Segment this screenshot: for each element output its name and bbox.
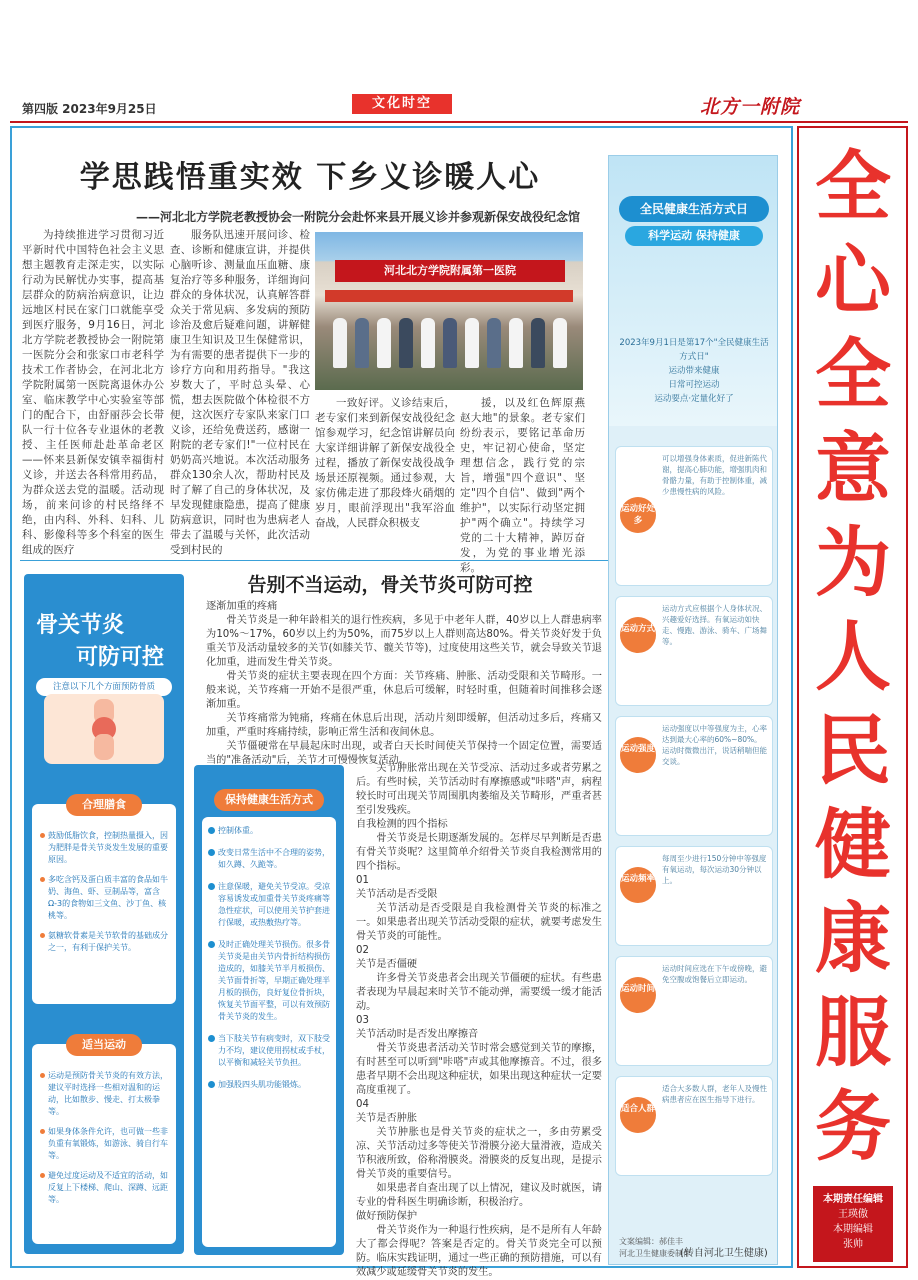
person-figure [377, 318, 391, 368]
tip-item: 注意保暖，避免关节受凉。受凉容易诱发或加重骨关节炎疼痛等急性症状，可以使用关节护套进行保暖，或热敷热疗等。 [208, 881, 330, 929]
photo-banner [325, 290, 573, 302]
photo-sign: 河北北方学院附属第一医院 [335, 260, 565, 282]
person-figure [443, 318, 457, 368]
article2-number: 04 [356, 1099, 369, 1110]
editor2-label: 本期编辑 [833, 1224, 873, 1235]
volunteer-group-photo [315, 232, 583, 390]
illustration-title-line1: 骨关节炎 [36, 613, 125, 638]
editor2-name: 张帅 [843, 1239, 863, 1250]
article2-heading: 做好预防保护 [356, 1211, 418, 1222]
poster-title: 全民健康生活方式日 [619, 196, 769, 222]
knee-joint-icon [44, 694, 164, 764]
editor-box [813, 1186, 893, 1262]
edition-date: 第四版 2023年9月25日 [22, 102, 157, 116]
illustration-header [36, 610, 172, 696]
tip-item: 控制体重。 [208, 825, 330, 837]
article2-paragraph: 许多骨关节炎患者会出现关节僵硬的症状。有些患者表现为早晨起来时关节不能动弹，需要缓一缓才能活动。 [356, 973, 602, 1012]
poster-slogan: 科学运动 保持健康 [625, 226, 763, 246]
header-rule [10, 121, 908, 123]
tip-item: 当下肢关节有病变时，双下肢受力不均，建议使用拐杖或手杖，以平衡和减轻关节负担。 [208, 1033, 330, 1069]
illustration-subtitle: 注意以下几个方面预防骨质 [36, 678, 172, 696]
health-lifestyle-poster [608, 155, 778, 1265]
exercise-item: 如果身体条件允许，也可做一些非负重有氧锻炼，如游泳、骑自行车等。 [40, 1126, 168, 1162]
person-figure [553, 318, 567, 368]
exercise-item: 运动是预防骨关节炎的有效方法，建议平时选择一些相对温和的运动，比如散步、慢走、打太极拳等。 [40, 1070, 168, 1118]
article2-paragraph: 关节肿胀也是骨关节炎的症状之一，多由劳累受凉、关节活动过多等使关节滑膜分泌大量滑液，造成关节积液所致，俗称滑膜炎。滑膜炎的反复出现，是提示骨关节炎的重要信号。 [356, 1127, 602, 1180]
poster-section-tag: 适合人群 [620, 1097, 656, 1133]
article1-col1: 为持续推进学习贯彻习近平新时代中国特色社会主义思想主题教育走深走实，以实际行动为民解忧办实事，提高基层群众的防病治病意识，让边远地区村民在家门口就能享受到医疗服务，9月16日，河北北方学院老教授协会一附院第一医院分会和张家口市老科学技术工作者协会，在河北北方学院附属第一医院离退休办公室、临床教学中心实验室等部门的配合下，由舒丽莎会长带队一行十位各专业退休的老教授、主任医师赴赴革命老区——怀来县新保安镇幸福街村义诊，并送去各科常用药品，为群众送去党的温暖。活动现场，前来问诊的村民络绎不绝，由内科、外科、妇科、儿科、影像科等多个科室的医生组成的医疗 [22, 229, 164, 556]
section-badge: 文化时空 [352, 94, 452, 114]
article2-title: 告别不当运动，骨关节炎可防可控 [247, 574, 533, 596]
article2-paragraph: 关节肿胀常出现在关节受凉、活动过多或者劳累之后。有些时候，关节活动时有摩擦感或"咔嗒"声，病程较长时可出现关节周围肌肉萎缩及关节畸形，严重者甚至引发残疾。 [356, 763, 602, 816]
poster-section-text: 运动方式应根据个人身体状况、兴趣爱好选择。有氧运动如快走、慢跑、游泳、骑车、广场舞等。 [662, 604, 767, 646]
tip-item: 改变日常生活中不合理的姿势，如久蹲、久跪等。 [208, 847, 330, 871]
article2-number: 01 [356, 875, 369, 886]
tips-head: 保持健康生活方式 [214, 789, 324, 811]
exercise-item: 避免过度运动及不适宜的活动，如反复上下楼梯、爬山、深蹲、远距等。 [40, 1170, 168, 1206]
editor-name: 王瑛傲 [838, 1209, 868, 1220]
tip-item: 及时正确处理关节损伤。很多骨关节炎是由关节内骨折结构损伤造成的，如膝关节半月板损伤、关节面骨折等，早期正确处理半月板的损伤，良好复位骨折块，恢复关节面平整，可以有效预防骨关节炎的发生。 [208, 939, 330, 1023]
poster-section [615, 956, 773, 1066]
article2-heading: 关节是否肿胀 [356, 1113, 418, 1124]
poster-section [615, 846, 773, 946]
poster-info: 2023年9月1日是第17个"全民健康生活方式日" 运动带来健康 日常可控运动 运动要点·定量化好了 [619, 338, 769, 404]
article1-title: 学思践悟重实效 下乡义诊暖人心 [79, 160, 541, 195]
article2-intro [206, 600, 602, 766]
poster-section-tag: 运动好处多 [620, 497, 656, 533]
article2-source: (转自河北卫生健康) [680, 1248, 768, 1259]
article1-col3b: 援，以及红色辉原燕赵大地"的景象。老专家们纷纷表示，要铭记革命历史，牢记初心使命，坚定理想信念，践行党的宗旨，增强"四个意识"、坚定"四个自信"、做到"两个维护"，以实际行动坚定拥护"两个确立"。持续学习党的二十大精神，踔厉奋发，为党的事业增光添彩。 [460, 397, 585, 574]
person-figure [465, 318, 479, 368]
poster-section [615, 596, 773, 706]
article2-paragraph: 关节活动是否受限是自我检测骨关节炎的标准之一。如果患者出现关节活动受限的症状，就要考虑发生骨关节炎的可能性。 [356, 903, 602, 942]
article2-paragraph: 关节僵硬常在早晨起床时出现，或者白天长时间使关节保持一个固定位置，需要适当的"准备活动"后，关节才可慢慢恢复活动。 [206, 741, 602, 766]
article2-heading: 关节是否僵硬 [356, 959, 418, 970]
article2-paragraph: 骨关节炎作为一种退行性疾病，是不是所有人年龄大了都会得呢？答案是否定的。骨关节炎完全可以预防。临床实践证明，通过一些正确的预防措施，可以有效减少或延缓骨关节炎的发生。 [356, 1225, 602, 1278]
poster-section [615, 446, 773, 586]
article2-heading: 关节活动时是否发出摩擦音 [356, 1029, 479, 1040]
article1-col2: 服务队迅速开展问诊、检查、诊断和健康宣讲，并提供心脑听诊、测量血压血糖、康复治疗等多种服务，详细询问群众的身体状况，认真解答群众关于常见病、多发病的预防诊治及愈后疑难问题，讲解健康卫生知识及卫生保健常识，为有需要的患者提供下一步的诊疗方向和用药指导。"我这岁数大了，平时总头晕、心慌，想去医院做个体检很不方便，这次医疗专家队来家门口义诊，还给免费送药，感谢一附院的老专家们!"一位村民在奶奶高兴地说。本次活动服务群众130余人次，帮助村民及时了解了自己的身体状况，及早发现健康隐患，提高了健康防病意识，同时也为患病老人带去了温暖与关怀，此次活动受到村民的 [170, 229, 310, 556]
person-figure [509, 318, 523, 368]
section-divider [20, 560, 608, 561]
tip-item: 加强股四头肌功能锻炼。 [208, 1079, 330, 1091]
poster-section-tag: 运动方式 [620, 617, 656, 653]
article2-body [356, 762, 602, 1278]
poster-section-tag: 运动频率 [620, 867, 656, 903]
right-slogan: 全心全意为人民健康服务 [815, 142, 891, 1171]
person-figure [333, 318, 347, 368]
article2-number: 03 [356, 1015, 369, 1026]
poster-section-text: 运动强度以中等强度为主，心率达到最大心率的60%~80%。运动时微微出汗，说话稍喘但能交谈。 [662, 724, 767, 766]
article2-paragraph: 如果患者自查出现了以上情况，建议及时就医，请专业的骨科医生明确诊断，积极治疗。 [356, 1183, 602, 1208]
arthritis-illustration [24, 574, 184, 1254]
article2-number: 02 [356, 945, 369, 956]
poster-section-text: 可以增强身体素质，促进新陈代谢，提高心肺功能，增强肌肉和骨骼力量，有助于控制体重，减少患慢性病的风险。 [662, 454, 767, 496]
diet-item: 鼓励低脂饮食，控制热量摄入，因为肥胖是骨关节炎发生发展的重要原因。 [40, 830, 168, 866]
illustration-title-line2: 可防可控 [76, 645, 165, 670]
article2-heading: 自我检测的四个指标 [356, 819, 448, 830]
article2-heading: 关节活动是否受限 [356, 889, 438, 900]
diet-item: 多吃含钙及蛋白质丰富的食品如牛奶、海鱼、虾、豆制品等，富含Ω-3的食物如三文鱼、沙丁鱼、核桃等。 [40, 874, 168, 922]
exercise-card-head: 适当运动 [66, 1034, 142, 1056]
poster-section-text: 运动时间应选在下午或傍晚，避免空腹或饱餐后立即运动。 [662, 964, 767, 984]
poster-section-tag: 运动强度 [620, 737, 656, 773]
poster-section [615, 716, 773, 836]
article1-subtitle: ——河北北方学院老教授协会一附院分会赴怀来县开展义诊并参观新保安战役纪念馆 [135, 210, 580, 224]
poster-section-text: 每周至少进行150分钟中等强度有氧运动，每次运动30分钟以上。 [662, 854, 767, 885]
article2-paragraph: 骨关节炎是一种年龄相关的退行性疾病，多见于中老年人群，40岁以上人群患病率为10%～17%，60岁以上约为50%，而75岁以上人群则高达80%。骨关节炎好发于负重关节及活动量较多的关节(如膝关节、髋关节等)，过度使用这些关节，就会导致关节退化加重，进而发生骨关节炎。 [206, 615, 602, 668]
article2-paragraph: 骨关节炎的症状主要表现在四个方面：关节疼痛、肿胀、活动受限和关节畸形。一般来说，关节疼痛一开始不是很严重，休息后可缓解，时轻时重，但随着时间推移会逐渐加重。 [206, 671, 602, 710]
poster-section-tag: 运动时间 [620, 977, 656, 1013]
exercise-card [32, 1038, 176, 1244]
person-figure [399, 318, 413, 368]
poster-footer: 文案编辑：郝佳丰 河北卫生健康委制作 [619, 1237, 691, 1258]
article1-col3a: 一致好评。义诊结束后，老专家们来到新保安战役纪念馆参观学习，纪念馆讲解员向大家详细讲解了新保安战役全过程，播放了新保安战役战争场景还原视频。通过参观，大家仿佛走进了那段烽火硝烟的岁月，眼前浮现出"我军浴血奋战，人民群众积极支 [315, 397, 455, 529]
article2-paragraph: 骨关节炎是长期逐渐发展的。怎样尽早判断是否患有骨关节炎呢？这里简单介绍骨关节炎自我检测常用的四个指标。 [356, 833, 602, 872]
article2-heading: 逐渐加重的疼痛 [206, 601, 278, 612]
paper-logo: 北方一附院 [700, 96, 801, 118]
person-figure [421, 318, 435, 368]
editor-label: 本期责任编辑 [823, 1194, 883, 1205]
diet-card-head: 合理膳食 [66, 794, 142, 816]
diet-item: 氨糖软骨素是关节软骨的基础成分之一，有利于保护关节。 [40, 930, 168, 954]
article2-paragraph: 骨关节炎患者活动关节时常会感觉到关节的摩擦，有时甚至可以听到"咔嗒"声或其他摩擦音。不过，很多患者早期不会出现这种症状，如果出现这种症状一定要高度重视了。 [356, 1043, 602, 1096]
lifestyle-tips [194, 765, 344, 1255]
poster-section-text: 适合大多数人群，老年人及慢性病患者应在医生指导下进行。 [662, 1084, 767, 1104]
person-figure [355, 318, 369, 368]
person-figure [487, 318, 501, 368]
diet-card [32, 798, 176, 1004]
tips-body [202, 817, 336, 1247]
poster-section [615, 1076, 773, 1176]
article2-paragraph: 关节疼痛常为钝痛，疼痛在休息后出现，活动片刻即缓解，但活动过多后，疼痛又加重，严重时疼痛持续，影响正常生活和夜间休息。 [206, 713, 602, 738]
person-figure [531, 318, 545, 368]
